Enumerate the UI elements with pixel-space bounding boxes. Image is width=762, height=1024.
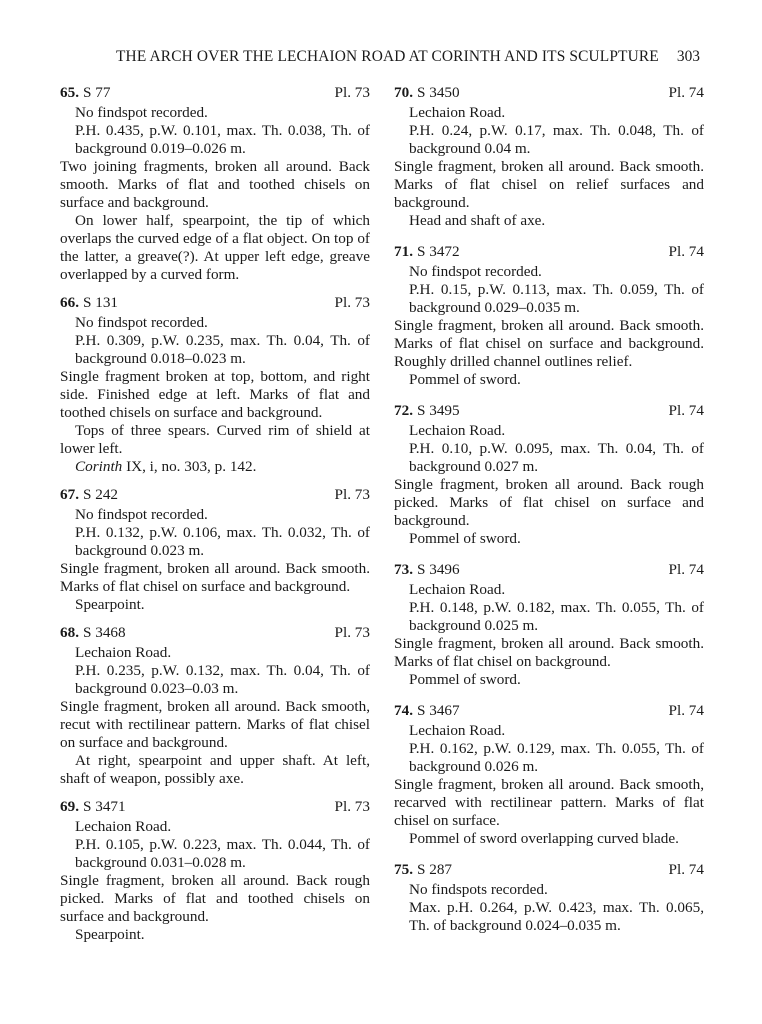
plate-reference: Pl. 73: [334, 294, 370, 311]
entry-detail: Lechaion Road.: [409, 104, 506, 121]
catalogue-entry: [394, 859, 704, 935]
plate-reference: Pl. 73: [334, 624, 370, 641]
entry-detail: P.H. 0.435, p.W. 0.101, max. Th. 0.038, Th. of background 0.019–0.026 m.: [75, 122, 370, 157]
entry-description: Pommel of sword.: [409, 371, 521, 388]
entry-detail: P.H. 0.132, p.W. 0.106, max. Th. 0.032, Th. of background 0.023 m.: [75, 524, 370, 559]
inventory-number: S 3468: [82, 624, 126, 641]
entry-detail: Lechaion Road.: [409, 422, 506, 439]
plate-reference: Pl. 74: [668, 243, 704, 260]
entry-detail: Max. p.H. 0.264, p.W. 0.423, max. Th. 0.065, Th. of background 0.024–0.035 m.: [409, 899, 704, 934]
entry-description: Head and shaft of axe.: [409, 212, 546, 229]
entry-heading: [394, 400, 704, 422]
entry-heading: [60, 484, 370, 506]
entry-description: Single fragment, broken all around. Back rough picked. Marks of flat and toothed chisels on surface and background.: [60, 872, 370, 925]
entry-detail: P.H. 0.105, p.W. 0.223, max. Th. 0.044, Th. of background 0.031–0.028 m.: [75, 836, 370, 871]
plate-reference: Pl. 73: [334, 486, 370, 503]
entry-number: 67.: [60, 486, 79, 503]
entry-number: 68.: [60, 624, 79, 641]
catalogue-entry: [60, 622, 370, 788]
entry-number: 65.: [60, 84, 79, 101]
entry-description: Pommel of sword.: [409, 671, 521, 688]
entry-description: Single fragment broken at top, bottom, and right side. Finished edge at left. Marks of flat and toothed chisels on surface and background.: [60, 368, 370, 421]
entry-number: 75.: [394, 861, 413, 878]
entry-number: 70.: [394, 84, 413, 101]
inventory-number: S 287: [416, 861, 453, 878]
entry-number: 73.: [394, 561, 413, 578]
plate-reference: Pl. 73: [334, 84, 370, 101]
catalogue-entry: [394, 400, 704, 548]
catalogue-entry: [60, 796, 370, 944]
entry-number: 69.: [60, 798, 79, 815]
entry-description: Single fragment, broken all around. Back smooth. Marks of flat chisel on surface and background. Roughly drilled channel outlines relief.: [394, 317, 704, 370]
entry-detail: P.H. 0.24, p.W. 0.17, max. Th. 0.048, Th. of background 0.04 m.: [409, 122, 704, 157]
entry-detail: Lechaion Road.: [409, 581, 506, 598]
entry-description: Single fragment, broken all around. Back smooth, recut with rectilinear pattern. Marks of flat chisel on surface and background.: [60, 698, 370, 751]
entry-detail: P.H. 0.15, p.W. 0.113, max. Th. 0.059, Th. of background 0.029–0.035 m.: [409, 281, 704, 316]
entry-number: 71.: [394, 243, 413, 260]
inventory-number: S 77: [82, 84, 111, 101]
plate-reference: Pl. 74: [668, 402, 704, 419]
catalogue-entry: [394, 241, 704, 389]
inventory-number: S 3472: [416, 243, 460, 260]
entry-heading: [394, 700, 704, 722]
right-column: [394, 82, 704, 935]
entry-description: Pommel of sword.: [409, 530, 521, 547]
bibliography-reference: [60, 458, 370, 476]
page-number: 303: [676, 48, 700, 65]
inventory-number: S 242: [82, 486, 119, 503]
catalogue-entry: [60, 292, 370, 476]
plate-reference: Pl. 74: [668, 561, 704, 578]
entry-detail: No findspot recorded.: [75, 506, 208, 523]
entry-number: 72.: [394, 402, 413, 419]
entry-description: Pommel of sword overlapping curved blade.: [409, 830, 679, 847]
entry-description: Single fragment, broken all around. Back rough picked. Marks of flat chisel on surface and background.: [394, 476, 704, 529]
catalogue-entry: [394, 700, 704, 848]
entry-number: 74.: [394, 702, 413, 719]
entry-description: On lower half, spearpoint, the tip of which overlaps the curved edge of a flat object. On top of the latter, a greave(?). At upper left edge, greave overlapped by a curved form.: [60, 212, 370, 283]
entry-detail: P.H. 0.162, p.W. 0.129, max. Th. 0.055, Th. of background 0.026 m.: [409, 740, 704, 775]
catalogue-entry: [60, 484, 370, 614]
inventory-number: S 3467: [416, 702, 460, 719]
entry-description: Single fragment, broken all around. Back smooth, recarved with rectilinear pattern. Marks of flat chisel on surface.: [394, 776, 704, 829]
left-column: [60, 82, 370, 944]
entry-heading: [394, 559, 704, 581]
inventory-number: S 131: [82, 294, 119, 311]
entry-detail: No findspot recorded.: [409, 263, 542, 280]
entry-description: Spearpoint.: [75, 926, 145, 943]
entry-description: Single fragment, broken all around. Back smooth. Marks of flat chisel on background.: [394, 635, 704, 670]
entry-detail: No findspots recorded.: [409, 881, 548, 898]
catalogue-entry: [394, 559, 704, 689]
entry-description: Single fragment, broken all around. Back smooth. Marks of flat chisel on surface and background.: [60, 560, 370, 595]
running-title: THE ARCH OVER THE LECHAION ROAD AT CORINTH AND ITS SCULPTURE: [116, 48, 659, 65]
entry-number: 66.: [60, 294, 79, 311]
entry-detail: P.H. 0.148, p.W. 0.182, max. Th. 0.055, Th. of background 0.025 m.: [409, 599, 704, 634]
entry-detail: P.H. 0.10, p.W. 0.095, max. Th. 0.04, Th. of background 0.027 m.: [409, 440, 704, 475]
entry-description: Spearpoint.: [75, 596, 145, 613]
entry-heading: [60, 292, 370, 314]
plate-reference: Pl. 74: [668, 702, 704, 719]
entry-heading: [394, 241, 704, 263]
entry-detail: P.H. 0.235, p.W. 0.132, max. Th. 0.04, Th. of background 0.023–0.03 m.: [75, 662, 370, 697]
entry-detail: P.H. 0.309, p.W. 0.235, max. Th. 0.04, Th. of background 0.018–0.023 m.: [75, 332, 370, 367]
inventory-number: S 3495: [416, 402, 460, 419]
running-header: [0, 46, 762, 70]
catalogue-entry: [394, 82, 704, 230]
reference-detail: IX, i, no. 303, p. 142.: [122, 458, 257, 475]
entry-description: At right, spearpoint and upper shaft. At left, shaft of weapon, possibly axe.: [60, 752, 370, 787]
entry-description: Tops of three spears. Curved rim of shield at lower left.: [60, 422, 370, 457]
entry-detail: Lechaion Road.: [75, 644, 172, 661]
entry-description: Single fragment, broken all around. Back smooth. Marks of flat chisel on relief surfaces and background.: [394, 158, 704, 211]
publication-title: Corinth: [75, 458, 123, 475]
entry-heading: [60, 82, 370, 104]
plate-reference: Pl. 73: [334, 798, 370, 815]
entry-description: Two joining fragments, broken all around. Back smooth. Marks of flat and toothed chisels on surface and background.: [60, 158, 370, 211]
entry-heading: [394, 859, 704, 881]
entry-detail: No findspot recorded.: [75, 314, 208, 331]
inventory-number: S 3450: [416, 84, 460, 101]
catalogue-entry: [60, 82, 370, 284]
plate-reference: Pl. 74: [668, 861, 704, 878]
entry-heading: [394, 82, 704, 104]
inventory-number: S 3496: [416, 561, 460, 578]
entry-heading: [60, 622, 370, 644]
entry-detail: No findspot recorded.: [75, 104, 208, 121]
entry-detail: Lechaion Road.: [409, 722, 506, 739]
inventory-number: S 3471: [82, 798, 126, 815]
entry-detail: Lechaion Road.: [75, 818, 172, 835]
entry-heading: [60, 796, 370, 818]
plate-reference: Pl. 74: [668, 84, 704, 101]
